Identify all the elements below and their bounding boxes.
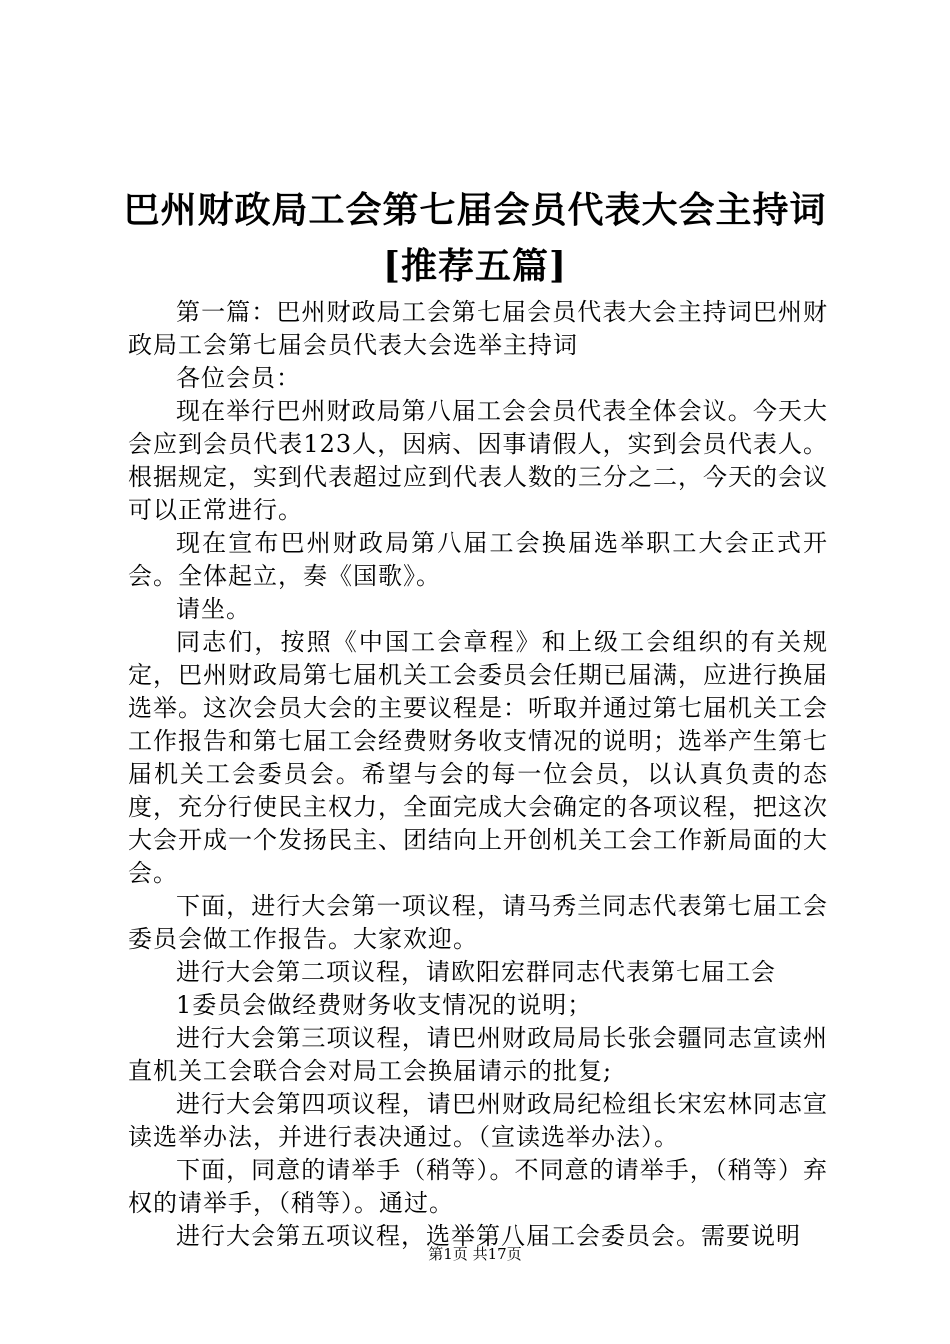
paragraph: 1委员会做经费财务收支情况的说明； <box>176 991 593 1019</box>
page-number: 第1页 共17页 <box>428 1245 522 1263</box>
paragraph: 现在举行巴州财政局第八届工会会员代表全体会议。今天大会应到会员代表123人，因病、因事请假人，实到会员代表人。根据规定，实到代表超过应到代表人数的三分之二，今天的会议可以正常进行。 <box>128 397 828 524</box>
document-title: 巴州财政局工会第七届会员代表大会主持词 <box>123 189 827 231</box>
paragraph: 下面，进行大会第一项议程，请马秀兰同志代表第七届工会委员会做工作报告。大家欢迎。 <box>128 892 828 953</box>
paragraph: 第一篇：巴州财政局工会第七届会员代表大会主持词巴州财政局工会第七届会员代表大会选举主持词 <box>128 298 828 359</box>
paragraph: 请坐。 <box>176 595 251 623</box>
paragraph: 现在宣布巴州财政局第八届工会换届选举职工大会正式开会。全体起立，奏《国歌》。 <box>128 529 828 590</box>
paragraph: 各位会员： <box>176 364 301 392</box>
paragraph: 进行大会第三项议程，请巴州财政局局长张会疆同志宣读州直机关工会联合会对局工会换届请示的批复; <box>128 1024 828 1085</box>
document-body <box>128 296 828 1253</box>
paragraph: 进行大会第五项议程，选举第八届工会委员会。需要说明 <box>176 1222 801 1250</box>
document-subtitle: [推荐五篇] <box>382 245 568 287</box>
paragraph: 下面，同意的请举手（稍等）。不同意的请举手，（稍等）弃权的请举手，（稍等）。通过。 <box>128 1156 828 1217</box>
paragraph: 进行大会第四项议程，请巴州财政局纪检组长宋宏林同志宣读选举办法，并进行表决通过。（宣读选举办法）。 <box>128 1090 828 1151</box>
paragraph: 进行大会第二项议程，请欧阳宏群同志代表第七届工会 <box>176 958 776 986</box>
paragraph: 同志们，按照《中国工会章程》和上级工会组织的有关规定，巴州财政局第七届机关工会委员会任期已届满，应进行换届选举。这次会员大会的主要议程是：听取并通过第七届机关工会工作报告和第七届工会经费财务收支情况的说明；选举产生第七届机关工会委员会。希望与会的每一位会员，以认真负责的态度，充分行使民主权力，全面完成大会确定的各项议程，把这次大会开成一个发扬民主、团结向上开创机关工会工作新局面的大会。 <box>128 628 828 887</box>
